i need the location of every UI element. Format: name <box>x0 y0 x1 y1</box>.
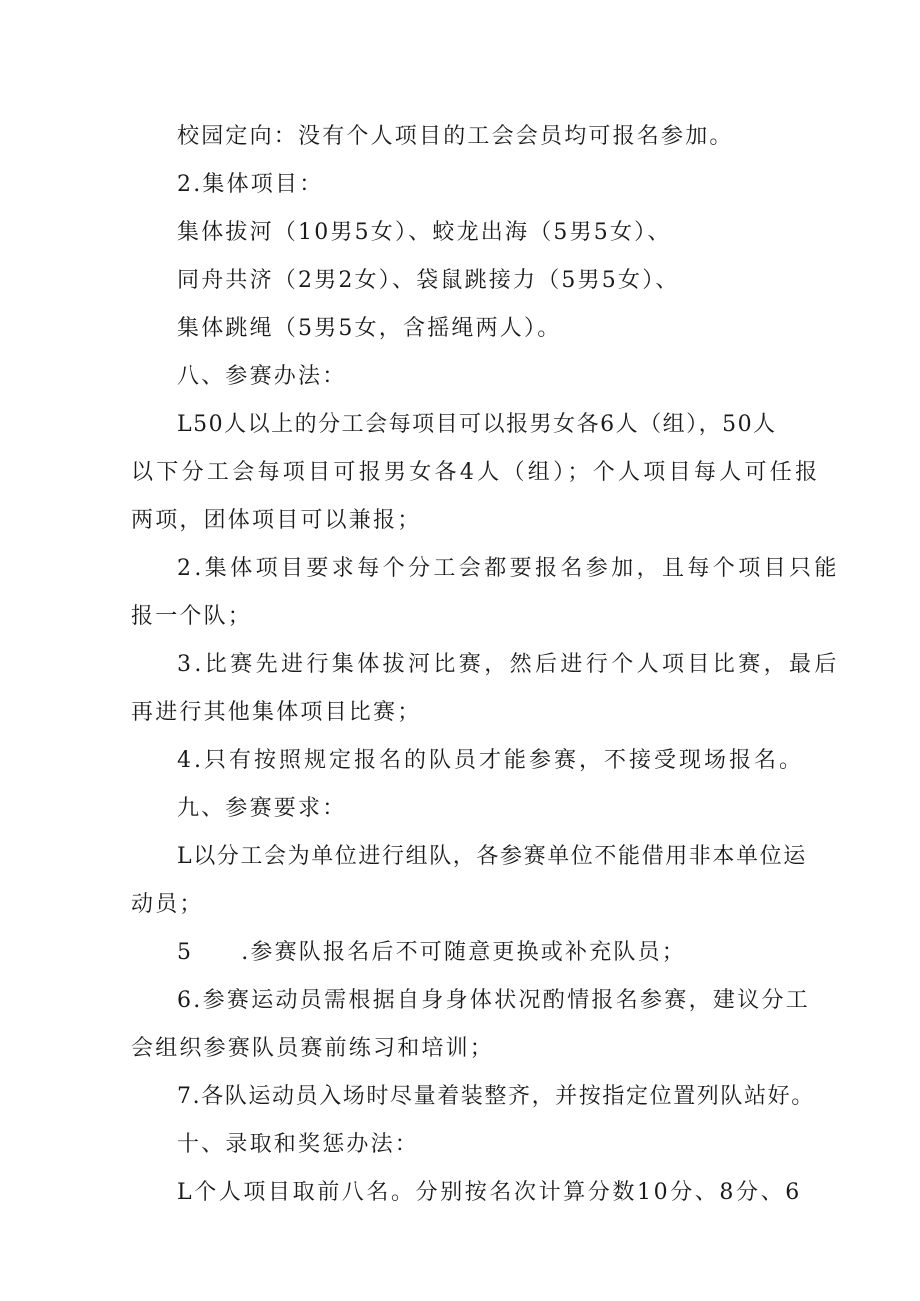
rule-8-2-line-2: 报一个队； <box>131 604 253 629</box>
rule-8-3-line-1: 3.比赛先进行集体拔河比赛，然后进行个人项目比赛，最后 <box>177 652 840 677</box>
rule-9-5-number: 5 <box>177 940 194 965</box>
rule-8-2-line-1: 2.集体项目要求每个分工会都要报名参加，且每个项目只能 <box>177 556 840 581</box>
section-heading-10: 十、录取和奖惩办法： <box>177 1132 420 1157</box>
paragraph-campus-orienteering: 校园定向：没有个人项目的工会会员均可报名参加。 <box>177 124 734 149</box>
section-heading-8: 八、参赛办法： <box>177 364 347 389</box>
rule-9-5 <box>177 938 686 968</box>
group-events-line-3: 集体跳绳（5男5女，含摇绳两人）。 <box>177 316 562 341</box>
rule-8-1-line-2: 以下分工会每项目可报男女各4人（组）；个人项目每人可任报 <box>131 460 821 485</box>
rule-8-4: 4.只有按照规定报名的队员才能参赛，不接受现场报名。 <box>177 748 804 773</box>
rule-9-5-text: .参赛队报名后不可随意更换或补充队员； <box>241 940 686 965</box>
rule-9-6-line-1: 6.参赛运动员需根据自身身体状况酌情报名参赛，建议分工 <box>177 988 811 1013</box>
rule-9-6-line-2: 会组织参赛队员赛前练习和培训； <box>131 1036 495 1061</box>
rule-8-1-line-3: 两项，团体项目可以兼报； <box>131 508 422 533</box>
rule-10-1-line-1: L个人项目取前八名。分别按名次计算分数10分、8分、6 <box>177 1180 802 1205</box>
heading-group-events: 2.集体项目： <box>177 172 324 197</box>
rule-9-7: 7.各队运动员入场时尽量着装整齐，并按指定位置列队站好。 <box>177 1084 815 1109</box>
rule-8-3-line-2: 再进行其他集体项目比赛； <box>131 700 422 725</box>
section-heading-9: 九、参赛要求： <box>177 796 347 821</box>
group-events-line-1: 集体拔河（10男5女）、蛟龙出海（5男5女）、 <box>177 220 672 245</box>
rule-9-1-line-1: L以分工会为单位进行组队，各参赛单位不能借用非本单位运 <box>177 844 807 869</box>
group-events-line-2: 同舟共济（2男2女）、袋鼠跳接力（5男5女）、 <box>177 268 680 293</box>
rule-9-1-line-2: 动员； <box>131 892 204 917</box>
rule-8-1-line-1: L50人以上的分工会每项目可以报男女各6人（组），50人 <box>177 412 777 437</box>
